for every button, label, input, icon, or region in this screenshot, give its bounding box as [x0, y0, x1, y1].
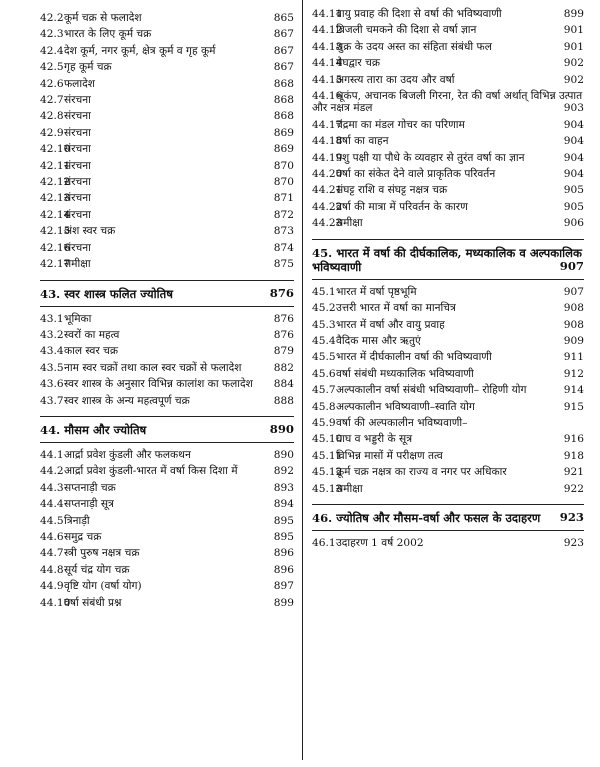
entry-number: 42.17	[40, 258, 71, 271]
entry-number: 44.8	[40, 563, 64, 576]
entry-page: 872	[273, 208, 294, 221]
toc-entry[interactable]	[40, 242, 294, 254]
entry-number: 42.15	[40, 225, 71, 238]
toc-entry[interactable]	[312, 74, 584, 86]
entry-number: 42.7	[40, 94, 64, 107]
chapter-page: 890	[269, 421, 294, 436]
entry-page: 884	[273, 378, 294, 391]
entry-title: समीक्षा	[64, 258, 91, 271]
entry-number: 44.23	[312, 217, 343, 230]
entry-page: 868	[273, 94, 294, 107]
toc-entry[interactable]	[40, 28, 294, 40]
entry-title: स्त्री पुरुष नक्षत्र चक्र	[64, 547, 140, 560]
entry-title: भारत में वर्षा और वायु प्रवाह	[336, 318, 445, 331]
entry-page: 867	[273, 61, 294, 74]
entry-title: अंश स्वर चक्र	[64, 225, 116, 238]
entry-page: 899	[563, 8, 584, 20]
toc-entry[interactable]	[312, 90, 584, 115]
chapter-page: 923	[559, 509, 584, 524]
entry-number: 42.10	[40, 143, 71, 156]
entry-number: 44.9	[40, 580, 64, 593]
toc-entry[interactable]	[312, 319, 584, 331]
entry-page: 892	[273, 465, 294, 478]
entry-page: 893	[273, 481, 294, 494]
entry-number: 43.1	[40, 312, 64, 325]
entry-title: कूर्म चक्र से फलादेश	[64, 12, 142, 24]
entry-number: 42.4	[40, 44, 64, 57]
entry-number: 45.6	[312, 367, 336, 380]
entry-number: 45.13	[312, 482, 343, 495]
entry-number: 42.14	[40, 208, 71, 221]
toc-entry[interactable]	[312, 368, 584, 380]
entry-title: स्वर शास्त्र के अनुसार विभिन्न कालांश का फलादेश	[64, 378, 253, 391]
toc-entry[interactable]	[40, 176, 294, 188]
entry-page: 876	[273, 328, 294, 341]
entry-number: 44.10	[40, 596, 71, 609]
toc-chapter-heading[interactable]	[312, 246, 584, 274]
entry-number: 43.5	[40, 361, 64, 374]
toc-entry[interactable]	[312, 41, 584, 53]
entry-title: वर्षा की अल्पकालीन भविष्यवाणी–	[336, 416, 468, 429]
entry-page: 873	[273, 225, 294, 238]
section-rule	[312, 239, 584, 240]
entry-number: 42.16	[40, 241, 71, 254]
entry-title: कूर्म चक्र नक्षत्र का राज्य व नगर पर अधिकार	[336, 466, 507, 479]
entry-number: 45.10	[312, 433, 343, 446]
section-rule	[312, 530, 584, 531]
entry-number: 42.8	[40, 110, 64, 123]
entry-number: 44.17	[312, 118, 343, 131]
entry-title: संरचना	[64, 143, 91, 156]
entry-page: 905	[563, 200, 584, 213]
toc-entry[interactable]	[40, 547, 294, 559]
entry-title: फलादेश	[64, 77, 95, 90]
entry-page: 906	[563, 217, 584, 230]
toc-entry[interactable]	[40, 94, 294, 106]
entry-page: 899	[273, 596, 294, 609]
entry-page: 904	[563, 135, 584, 148]
entry-number: 44.16	[312, 90, 343, 103]
entry-page: 922	[563, 482, 584, 495]
toc-entry[interactable]	[40, 192, 294, 204]
entry-title: काल स्वर चक्र	[64, 345, 119, 358]
entry-number: 42.9	[40, 126, 64, 139]
entry-page: 870	[273, 159, 294, 172]
entry-page: 868	[273, 110, 294, 123]
entry-page: 867	[273, 44, 294, 57]
entry-title: सप्तनाड़ी सूत्र	[64, 498, 114, 511]
toc-entry[interactable]	[312, 483, 584, 495]
toc-entry[interactable]	[40, 345, 294, 357]
entry-title: अल्पकालीन वर्षा संबंधी भविष्यवाणी– रोहिणी योग	[336, 384, 527, 397]
toc-entry[interactable]	[40, 127, 294, 139]
entry-title: अगस्त्य तारा का उदय और वर्षा	[336, 73, 455, 86]
entry-title: संरचना	[64, 192, 91, 205]
entry-title: आर्द्रा प्रवेश कुंडली-भारत में वर्षा किस दिशा में	[64, 465, 238, 478]
entry-title: वर्षा का वाहन	[336, 135, 389, 148]
toc-entry[interactable]	[312, 537, 584, 549]
entry-page: 904	[563, 151, 584, 164]
entry-number: 45.1	[312, 285, 336, 298]
entry-number: 42.6	[40, 77, 64, 90]
section-rule	[40, 416, 294, 417]
section-rule	[40, 306, 294, 307]
entry-number: 45.5	[312, 351, 336, 364]
entry-number: 44.21	[312, 184, 343, 197]
entry-page: 875	[273, 258, 294, 271]
toc-entry[interactable]	[312, 57, 584, 69]
entry-page: 907	[563, 285, 584, 298]
toc-entry[interactable]	[40, 378, 294, 390]
toc-entry[interactable]	[40, 449, 294, 461]
toc-entry[interactable]	[312, 401, 584, 413]
entry-page: 916	[563, 433, 584, 446]
entry-number: 44.7	[40, 547, 64, 560]
entry-page: 904	[563, 168, 584, 181]
toc-entry[interactable]	[312, 217, 584, 229]
toc-entry[interactable]	[312, 184, 584, 196]
toc-entry[interactable]	[40, 482, 294, 494]
entry-page: 876	[273, 312, 294, 325]
toc-entry[interactable]	[40, 580, 294, 592]
chapter-title: 43. स्वर शास्त्र फलित ज्योतिष	[40, 286, 173, 301]
toc-entry[interactable]	[312, 466, 584, 478]
entry-page: 874	[273, 241, 294, 254]
toc-entry[interactable]	[40, 395, 294, 407]
toc-chapter-heading[interactable]	[312, 511, 584, 525]
entry-page: 912	[563, 367, 584, 380]
chapter-page: 907	[559, 258, 584, 273]
entry-number: 43.4	[40, 345, 64, 358]
toc-entry[interactable]	[312, 286, 584, 298]
entry-title: भूमिका	[64, 312, 92, 325]
entry-number: 44.5	[40, 514, 64, 527]
entry-title: वैदिक मास और ऋतुएं	[336, 334, 421, 347]
chapter-title: 45. भारत में वर्षा की दीर्घकालिक, मध्यकालिक व अल्पकालिक भविष्यवाणी	[312, 245, 582, 274]
toc-entry[interactable]	[40, 313, 294, 325]
entry-title: संरचना	[64, 110, 91, 123]
toc-entry[interactable]	[40, 110, 294, 122]
entry-title: घाघ व भड्डरी के सूत्र	[336, 433, 413, 446]
entry-number: 44.12	[312, 24, 343, 37]
entry-number: 42.3	[40, 28, 64, 41]
entry-page: 879	[273, 345, 294, 358]
toc-entry[interactable]	[40, 531, 294, 543]
entry-number: 44.6	[40, 530, 64, 543]
toc-chapter-heading[interactable]	[40, 287, 294, 301]
toc-entry[interactable]	[40, 143, 294, 155]
toc-entry[interactable]	[312, 450, 584, 462]
entry-title: संरचना	[64, 208, 91, 221]
entry-page: 914	[563, 384, 584, 397]
entry-page: 923	[563, 536, 584, 549]
entry-number: 44.15	[312, 73, 343, 86]
toc-entry[interactable]	[312, 351, 584, 363]
entry-page: 903	[563, 102, 584, 115]
entry-page: 894	[273, 498, 294, 511]
entry-page: 902	[563, 57, 584, 70]
entry-title: पशु पक्षी या पौधे के व्यवहार से तुरंत वर्षा का ज्ञान	[336, 151, 525, 164]
entry-page: 901	[563, 40, 584, 53]
entry-page: 921	[563, 466, 584, 479]
entry-page: 890	[273, 448, 294, 461]
entry-number: 42.13	[40, 192, 71, 205]
entry-title: समीक्षा	[336, 482, 363, 495]
entry-title: अल्पकालीन भविष्यवाणी–स्वाति योग	[336, 400, 475, 413]
entry-title: बिजली चमकने की दिशा से वर्षा ज्ञान	[336, 24, 477, 37]
entry-page: 918	[563, 449, 584, 462]
toc-entry[interactable]	[40, 209, 294, 221]
entry-title: वृष्टि योग (वर्षा योग)	[64, 580, 142, 593]
entry-title: देश कूर्म, नगर कूर्म, क्षेत्र कूर्म व गृह कूर्म	[64, 44, 216, 57]
toc-entry[interactable]	[40, 465, 294, 477]
entry-number: 43.6	[40, 378, 64, 391]
entry-page: 908	[563, 318, 584, 331]
entry-page: 901	[563, 24, 584, 37]
entry-page: 888	[273, 394, 294, 407]
toc-entry[interactable]	[312, 384, 584, 396]
toc-entry[interactable]	[40, 12, 294, 24]
entry-title: भूकंप, अचानक बिजली गिरना, रेत की वर्षा अर्थात् विभिन्न उत्पात और नक्षत्र मंडल	[312, 90, 583, 115]
section-rule	[312, 504, 584, 505]
entry-page: 911	[563, 351, 584, 364]
toc-entry[interactable]	[40, 329, 294, 341]
entry-page: 896	[273, 547, 294, 560]
entry-page: 868	[273, 77, 294, 90]
entry-title: वर्षा का संकेत देने वाले प्राकृतिक परिवर्तन	[336, 168, 496, 181]
entry-title: वर्षा संबंधी प्रश्न	[64, 596, 122, 609]
toc-entry[interactable]	[40, 78, 294, 90]
entry-title: गृह कूर्म चक्र	[64, 61, 112, 74]
entry-title: आर्द्रा प्रवेश कुंडली और फलकथन	[64, 448, 191, 461]
entry-title: चंद्रमा का मंडल गोचर का परिणाम	[336, 118, 465, 131]
entry-page: 915	[563, 400, 584, 413]
entry-number: 45.3	[312, 318, 336, 331]
entry-number: 42.2	[40, 12, 64, 24]
toc-entry[interactable]	[312, 168, 584, 180]
entry-title: उत्तरी भारत में वर्षा का मानचित्र	[336, 302, 456, 315]
toc-entry[interactable]	[312, 24, 584, 36]
entry-page: 902	[563, 73, 584, 86]
section-rule	[40, 280, 294, 281]
toc-entry[interactable]	[40, 160, 294, 172]
entry-title: वायु प्रवाह की दिशा से वर्षा की भविष्यवाणी	[336, 8, 502, 20]
entry-number: 42.5	[40, 61, 64, 74]
entry-number: 44.3	[40, 481, 64, 494]
entry-title: संरचना	[64, 94, 91, 107]
toc-right-column	[312, 0, 584, 553]
entry-title: स्वरों का महत्व	[64, 328, 120, 341]
entry-title: संरचना	[64, 126, 91, 139]
toc-entry[interactable]	[40, 362, 294, 374]
entry-number: 45.8	[312, 400, 336, 413]
entry-page: 896	[273, 563, 294, 576]
toc-entry[interactable]	[312, 135, 584, 147]
entry-title: भारत के लिए कूर्म चक्र	[64, 28, 152, 41]
entry-number: 45.12	[312, 466, 343, 479]
toc-entry[interactable]	[312, 302, 584, 314]
toc-left-column	[40, 0, 294, 613]
entry-number: 44.2	[40, 465, 64, 478]
entry-title: सप्तनाड़ी चक्र	[64, 481, 116, 494]
entry-title: वर्षा की मात्रा में परिवर्तन के कारण	[336, 200, 468, 213]
entry-number: 42.12	[40, 176, 71, 189]
entry-number: 44.1	[40, 448, 64, 461]
column-divider	[302, 0, 303, 760]
toc-entry[interactable]	[40, 45, 294, 57]
entry-page: 867	[273, 28, 294, 41]
toc-entry[interactable]	[40, 597, 294, 609]
toc-entry[interactable]	[40, 498, 294, 510]
toc-entry[interactable]	[312, 433, 584, 445]
entry-number: 44.20	[312, 168, 343, 181]
entry-page: 870	[273, 176, 294, 189]
entry-number: 44.22	[312, 200, 343, 213]
section-rule	[312, 279, 584, 280]
entry-title: विभिन्न मासों में परीक्षण तत्व	[336, 449, 443, 462]
entry-page: 905	[563, 184, 584, 197]
entry-title: त्रिनाड़ी	[64, 514, 90, 527]
entry-number: 44.19	[312, 151, 343, 164]
entry-title: समुद्र चक्र	[64, 530, 102, 543]
entry-number: 44.4	[40, 498, 64, 511]
entry-number: 45.7	[312, 384, 336, 397]
entry-number: 44.14	[312, 57, 343, 70]
toc-entry[interactable]	[312, 152, 584, 164]
chapter-page: 876	[269, 285, 294, 300]
entry-number: 43.2	[40, 328, 64, 341]
entry-page: 871	[273, 192, 294, 205]
entry-number: 45.4	[312, 334, 336, 347]
entry-page: 895	[273, 530, 294, 543]
toc-entry[interactable]	[312, 335, 584, 347]
entry-title: संघट्ट राशि व संघट्ट नक्षत्र चक्र	[336, 184, 448, 197]
entry-page: 882	[273, 361, 294, 374]
toc-entry[interactable]	[40, 564, 294, 576]
entry-title: सूर्य चंद्र योग चक्र	[64, 563, 130, 576]
entry-number: 44.13	[312, 40, 343, 53]
entry-page: 869	[273, 143, 294, 156]
entry-number: 43.7	[40, 394, 64, 407]
entry-page: 904	[563, 118, 584, 131]
chapter-title: 46. ज्योतिष और मौसम-वर्षा और फसल के उदाहरण	[312, 510, 541, 525]
toc-entry[interactable]	[40, 61, 294, 73]
entry-title: स्वर शास्त्र के अन्य महत्वपूर्ण चक्र	[64, 394, 190, 407]
toc-entry[interactable]	[40, 515, 294, 527]
entry-title: शुक्र के उदय अस्त का संहिता संबंधी फल	[336, 40, 492, 53]
toc-entry[interactable]	[40, 225, 294, 237]
entry-title: समीक्षा	[336, 217, 363, 230]
entry-number: 45.9	[312, 416, 336, 429]
section-rule	[40, 442, 294, 443]
entry-page: 869	[273, 126, 294, 139]
entry-page: 895	[273, 514, 294, 527]
entry-number: 45.11	[312, 449, 343, 462]
entry-number: 42.11	[40, 159, 71, 172]
toc-entry[interactable]	[312, 201, 584, 213]
entry-page: 909	[563, 334, 584, 347]
entry-number: 44.11	[312, 8, 343, 20]
entry-number: 45.2	[312, 302, 336, 315]
entry-page: 897	[273, 580, 294, 593]
toc-entry[interactable]	[312, 417, 584, 429]
entry-number: 44.18	[312, 135, 343, 148]
toc-entry[interactable]	[312, 119, 584, 131]
entry-number: 46.1	[312, 536, 336, 549]
entry-title: नाम स्वर चक्रों तथा काल स्वर चक्रों से फलादेश	[64, 361, 242, 374]
entry-page: 865	[273, 12, 294, 24]
entry-title: भारत में दीर्घकालीन वर्षा की भविष्यवाणी	[336, 351, 492, 364]
entry-page: 908	[563, 302, 584, 315]
toc-chapter-heading[interactable]	[40, 423, 294, 437]
entry-title: उदाहरण 1 वर्ष 2002	[336, 536, 424, 549]
entry-title: मेघद्वार चक्र	[336, 57, 380, 70]
toc-entry[interactable]	[40, 258, 294, 270]
toc-entry[interactable]	[312, 8, 584, 20]
entry-title: भारत में वर्षा पृष्ठभूमि	[336, 285, 417, 298]
chapter-title: 44. मौसम और ज्योतिष	[40, 422, 147, 437]
entry-title: संरचना	[64, 176, 91, 189]
entry-title: वर्षा संबंधी मध्यकालिक भविष्यवाणी	[336, 367, 474, 380]
entry-title: संरचना	[64, 159, 91, 172]
entry-title: संरचना	[64, 241, 91, 254]
